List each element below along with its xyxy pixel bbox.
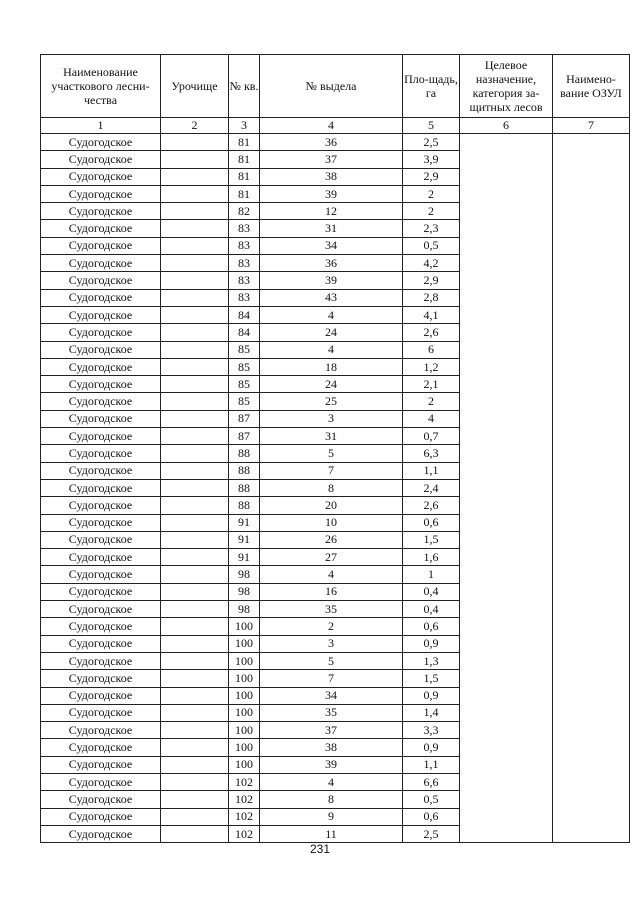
cell-quarter: 91 xyxy=(229,531,260,548)
cell-tract xyxy=(161,237,229,254)
cell-area: 1,6 xyxy=(403,549,460,566)
cell-area: 0,4 xyxy=(403,601,460,618)
cell-area: 6,6 xyxy=(403,773,460,790)
cell-district: Судогодское xyxy=(41,756,161,773)
cell-area: 0,4 xyxy=(403,583,460,600)
cell-quarter: 91 xyxy=(229,549,260,566)
cell-district: Судогодское xyxy=(41,791,161,808)
cell-quarter: 83 xyxy=(229,255,260,272)
cell-area: 4 xyxy=(403,410,460,427)
cell-area: 2 xyxy=(403,203,460,220)
cell-quarter: 100 xyxy=(229,618,260,635)
cell-district: Судогодское xyxy=(41,549,161,566)
cell-plot: 39 xyxy=(260,185,403,202)
cell-tract xyxy=(161,185,229,202)
cell-quarter: 98 xyxy=(229,583,260,600)
cell-district: Судогодское xyxy=(41,376,161,393)
cell-area: 2 xyxy=(403,185,460,202)
cell-tract xyxy=(161,601,229,618)
cell-district: Судогодское xyxy=(41,151,161,168)
cell-district: Судогодское xyxy=(41,825,161,842)
cell-tract xyxy=(161,566,229,583)
cell-plot: 31 xyxy=(260,220,403,237)
table-header-row xyxy=(41,55,630,118)
header-quarter: № кв. xyxy=(229,55,260,118)
cell-tract xyxy=(161,134,229,151)
cell-district: Судогодское xyxy=(41,445,161,462)
cell-district: Судогодское xyxy=(41,670,161,687)
cell-plot: 4 xyxy=(260,773,403,790)
cell-area: 2,5 xyxy=(403,825,460,842)
cell-quarter: 102 xyxy=(229,773,260,790)
cell-area: 6 xyxy=(403,341,460,358)
header-plot: № выдела xyxy=(260,55,403,118)
cell-district: Судогодское xyxy=(41,428,161,445)
cell-quarter: 102 xyxy=(229,791,260,808)
cell-tract xyxy=(161,704,229,721)
cell-tract xyxy=(161,168,229,185)
cell-plot: 38 xyxy=(260,739,403,756)
cell-area: 0,5 xyxy=(403,237,460,254)
cell-area: 0,6 xyxy=(403,808,460,825)
cell-area: 1,3 xyxy=(403,652,460,669)
cell-district: Судогодское xyxy=(41,566,161,583)
cell-district: Судогодское xyxy=(41,739,161,756)
cell-tract xyxy=(161,583,229,600)
cell-plot: 7 xyxy=(260,670,403,687)
cell-district: Судогодское xyxy=(41,531,161,548)
cell-plot: 39 xyxy=(260,756,403,773)
cell-area: 0,9 xyxy=(403,739,460,756)
cell-area: 0,6 xyxy=(403,618,460,635)
cell-plot: 27 xyxy=(260,549,403,566)
table-row xyxy=(41,134,630,151)
cell-district: Судогодское xyxy=(41,341,161,358)
cell-quarter: 84 xyxy=(229,306,260,323)
cell-tract xyxy=(161,479,229,496)
cell-district: Судогодское xyxy=(41,462,161,479)
cell-district: Судогодское xyxy=(41,773,161,790)
cell-tract xyxy=(161,791,229,808)
cell-area: 0,9 xyxy=(403,687,460,704)
cell-district: Судогодское xyxy=(41,168,161,185)
cell-tract xyxy=(161,306,229,323)
cell-quarter: 98 xyxy=(229,566,260,583)
cell-district: Судогодское xyxy=(41,358,161,375)
header-ozul: Наимено-вание ОЗУЛ xyxy=(553,55,630,118)
cell-district: Судогодское xyxy=(41,134,161,151)
cell-tract xyxy=(161,220,229,237)
cell-area: 1,5 xyxy=(403,531,460,548)
cell-tract xyxy=(161,687,229,704)
cell-plot: 16 xyxy=(260,583,403,600)
cell-quarter: 100 xyxy=(229,704,260,721)
cell-tract xyxy=(161,618,229,635)
cell-quarter: 83 xyxy=(229,289,260,306)
cell-plot: 11 xyxy=(260,825,403,842)
cell-area: 2,5 xyxy=(403,134,460,151)
cell-district: Судогодское xyxy=(41,479,161,496)
cell-quarter: 100 xyxy=(229,756,260,773)
cell-tract xyxy=(161,255,229,272)
cell-tract xyxy=(161,670,229,687)
cell-quarter: 83 xyxy=(229,220,260,237)
cell-district: Судогодское xyxy=(41,722,161,739)
cell-district: Судогодское xyxy=(41,583,161,600)
cell-area: 1,4 xyxy=(403,704,460,721)
cell-area: 1,2 xyxy=(403,358,460,375)
column-number: 3 xyxy=(229,118,260,134)
cell-quarter: 84 xyxy=(229,324,260,341)
cell-tract xyxy=(161,652,229,669)
cell-district: Судогодское xyxy=(41,289,161,306)
cell-tract xyxy=(161,445,229,462)
cell-quarter: 85 xyxy=(229,341,260,358)
cell-district: Судогодское xyxy=(41,220,161,237)
cell-quarter: 81 xyxy=(229,151,260,168)
cell-plot: 9 xyxy=(260,808,403,825)
cell-tract xyxy=(161,393,229,410)
cell-plot: 5 xyxy=(260,652,403,669)
cell-district: Судогодское xyxy=(41,237,161,254)
cell-quarter: 102 xyxy=(229,825,260,842)
cell-district: Судогодское xyxy=(41,618,161,635)
cell-tract xyxy=(161,549,229,566)
cell-area: 1,1 xyxy=(403,462,460,479)
cell-plot: 8 xyxy=(260,479,403,496)
cell-quarter: 87 xyxy=(229,428,260,445)
cell-plot: 3 xyxy=(260,410,403,427)
cell-tract xyxy=(161,428,229,445)
cell-area: 2,1 xyxy=(403,376,460,393)
cell-tract xyxy=(161,203,229,220)
cell-plot: 43 xyxy=(260,289,403,306)
cell-area: 0,9 xyxy=(403,635,460,652)
cell-tract xyxy=(161,324,229,341)
cell-plot: 4 xyxy=(260,306,403,323)
cell-plot: 38 xyxy=(260,168,403,185)
cell-plot: 4 xyxy=(260,341,403,358)
cell-plot: 37 xyxy=(260,722,403,739)
cell-tract xyxy=(161,825,229,842)
cell-area: 1,5 xyxy=(403,670,460,687)
cell-plot: 20 xyxy=(260,497,403,514)
cell-tract xyxy=(161,531,229,548)
cell-quarter: 81 xyxy=(229,168,260,185)
cell-tract xyxy=(161,514,229,531)
cell-quarter: 100 xyxy=(229,739,260,756)
cell-quarter: 81 xyxy=(229,185,260,202)
cell-district: Судогодское xyxy=(41,635,161,652)
cell-plot: 36 xyxy=(260,134,403,151)
cell-district: Судогодское xyxy=(41,497,161,514)
cell-plot: 3 xyxy=(260,635,403,652)
cell-area: 0,7 xyxy=(403,428,460,445)
cell-district: Судогодское xyxy=(41,652,161,669)
cell-area: 0,5 xyxy=(403,791,460,808)
cell-plot: 31 xyxy=(260,428,403,445)
column-number: 2 xyxy=(161,118,229,134)
cell-quarter: 88 xyxy=(229,445,260,462)
cell-quarter: 98 xyxy=(229,601,260,618)
cell-district: Судогодское xyxy=(41,255,161,272)
cell-district: Судогодское xyxy=(41,687,161,704)
forest-area-table xyxy=(40,54,630,843)
cell-plot: 35 xyxy=(260,601,403,618)
header-area: Пло-щадь, га xyxy=(403,55,460,118)
cell-tract xyxy=(161,497,229,514)
cell-area: 1,1 xyxy=(403,756,460,773)
cell-district: Судогодское xyxy=(41,185,161,202)
cell-area: 1 xyxy=(403,566,460,583)
cell-area: 6,3 xyxy=(403,445,460,462)
cell-district: Судогодское xyxy=(41,808,161,825)
cell-quarter: 87 xyxy=(229,410,260,427)
cell-plot: 26 xyxy=(260,531,403,548)
cell-tract xyxy=(161,358,229,375)
cell-quarter: 100 xyxy=(229,687,260,704)
cell-plot: 24 xyxy=(260,324,403,341)
cell-district: Судогодское xyxy=(41,601,161,618)
column-number-row xyxy=(41,118,630,134)
column-number: 6 xyxy=(460,118,553,134)
cell-area: 2,3 xyxy=(403,220,460,237)
cell-quarter: 91 xyxy=(229,514,260,531)
cell-area: 2,9 xyxy=(403,168,460,185)
cell-plot: 25 xyxy=(260,393,403,410)
cell-tract xyxy=(161,722,229,739)
cell-plot: 34 xyxy=(260,237,403,254)
header-tract: Урочище xyxy=(161,55,229,118)
cell-district: Судогодское xyxy=(41,704,161,721)
cell-plot: 36 xyxy=(260,255,403,272)
cell-quarter: 88 xyxy=(229,479,260,496)
cell-district: Судогодское xyxy=(41,410,161,427)
cell-plot: 12 xyxy=(260,203,403,220)
cell-quarter: 83 xyxy=(229,237,260,254)
cell-quarter: 82 xyxy=(229,203,260,220)
column-number: 1 xyxy=(41,118,161,134)
cell-plot: 7 xyxy=(260,462,403,479)
cell-quarter: 81 xyxy=(229,134,260,151)
cell-plot: 39 xyxy=(260,272,403,289)
cell-plot: 18 xyxy=(260,358,403,375)
cell-district: Судогодское xyxy=(41,203,161,220)
column-number: 4 xyxy=(260,118,403,134)
cell-tract xyxy=(161,808,229,825)
column-number: 7 xyxy=(553,118,630,134)
cell-tract xyxy=(161,773,229,790)
cell-tract xyxy=(161,151,229,168)
cell-plot: 5 xyxy=(260,445,403,462)
cell-quarter: 85 xyxy=(229,376,260,393)
cell-tract xyxy=(161,756,229,773)
cell-purpose xyxy=(460,134,553,843)
cell-district: Судогодское xyxy=(41,324,161,341)
cell-area: 3,3 xyxy=(403,722,460,739)
cell-quarter: 85 xyxy=(229,358,260,375)
cell-quarter: 100 xyxy=(229,635,260,652)
header-purpose: Целевое назначение, категория за-щитных лесов xyxy=(460,55,553,118)
cell-tract xyxy=(161,376,229,393)
cell-area: 2 xyxy=(403,393,460,410)
cell-tract xyxy=(161,410,229,427)
cell-quarter: 100 xyxy=(229,652,260,669)
column-number: 5 xyxy=(403,118,460,134)
cell-quarter: 102 xyxy=(229,808,260,825)
cell-area: 2,6 xyxy=(403,497,460,514)
cell-district: Судогодское xyxy=(41,393,161,410)
cell-area: 2,6 xyxy=(403,324,460,341)
cell-quarter: 88 xyxy=(229,462,260,479)
cell-district: Судогодское xyxy=(41,514,161,531)
page-number: 231 xyxy=(309,842,331,856)
header-district: Наименование участкового лесни-чества xyxy=(41,55,161,118)
cell-area: 4,1 xyxy=(403,306,460,323)
cell-tract xyxy=(161,635,229,652)
cell-plot: 34 xyxy=(260,687,403,704)
cell-quarter: 88 xyxy=(229,497,260,514)
cell-district: Судогодское xyxy=(41,306,161,323)
cell-area: 2,8 xyxy=(403,289,460,306)
cell-area: 0,6 xyxy=(403,514,460,531)
cell-quarter: 100 xyxy=(229,670,260,687)
cell-district: Судогодское xyxy=(41,272,161,289)
cell-plot: 2 xyxy=(260,618,403,635)
cell-tract xyxy=(161,462,229,479)
cell-tract xyxy=(161,341,229,358)
cell-plot: 24 xyxy=(260,376,403,393)
cell-plot: 8 xyxy=(260,791,403,808)
cell-area: 4,2 xyxy=(403,255,460,272)
cell-tract xyxy=(161,739,229,756)
cell-plot: 10 xyxy=(260,514,403,531)
cell-ozul xyxy=(553,134,630,843)
cell-area: 3,9 xyxy=(403,151,460,168)
cell-area: 2,4 xyxy=(403,479,460,496)
cell-quarter: 83 xyxy=(229,272,260,289)
cell-plot: 4 xyxy=(260,566,403,583)
cell-quarter: 100 xyxy=(229,722,260,739)
cell-quarter: 85 xyxy=(229,393,260,410)
table-body xyxy=(41,134,630,843)
cell-area: 2,9 xyxy=(403,272,460,289)
cell-plot: 37 xyxy=(260,151,403,168)
cell-tract xyxy=(161,289,229,306)
cell-tract xyxy=(161,272,229,289)
cell-plot: 35 xyxy=(260,704,403,721)
